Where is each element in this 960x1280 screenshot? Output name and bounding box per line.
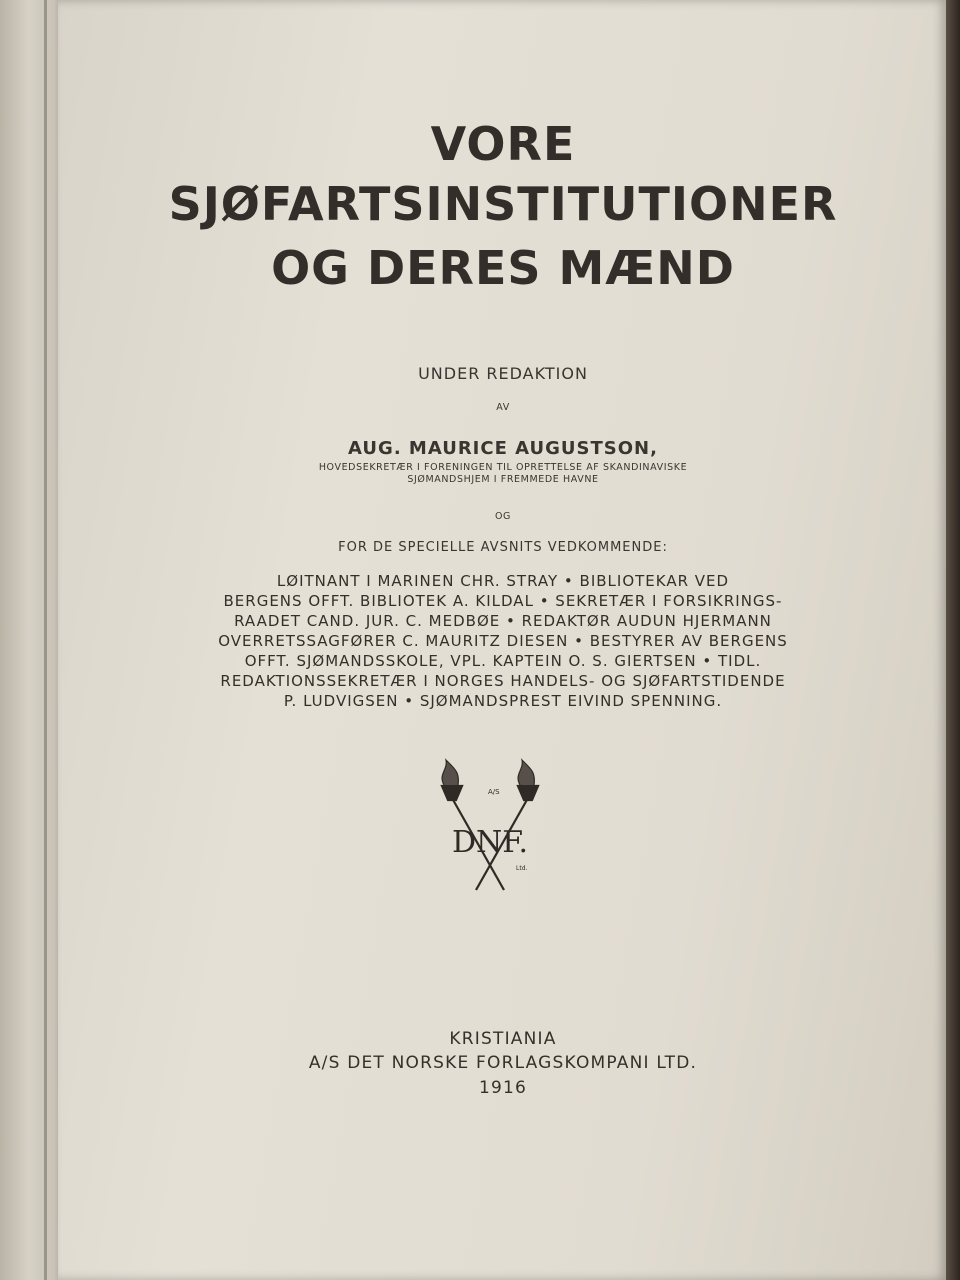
logo-ltd-mark: Ltd.: [516, 865, 528, 872]
editor-role-line-1: HOVEDSEKRETÆR I FORENINGEN TIL OPRETTELSE AF SKANDINAVISKE: [318, 462, 688, 473]
page-fold: [44, 0, 47, 1280]
editor-name: AUG. MAURICE AUGUSTSON,: [348, 438, 658, 459]
contributors-line-6: REDAKTIONSSEKRETÆR I NORGES HANDELS- OG SJØFARTSTIDENDE: [220, 672, 786, 690]
imprint-publisher: A/S DET NORSKE FORLAGSKOMPANI LTD.: [308, 1053, 698, 1073]
contributors-line-7: P. LUDVIGSEN • SJØMANDSPREST EIVIND SPENNING.: [283, 692, 723, 710]
logo-letters: DNF.: [452, 825, 528, 860]
under-redaktion: UNDER REDAKTION: [418, 364, 588, 383]
publisher-logo: [430, 758, 550, 898]
editor-role-line-2: SJØMANDSHJEM I FREMMEDE HAVNE: [407, 474, 599, 485]
contributors-line-4: OVERRETSSAGFØRER C. MAURITZ DIESEN • BESTYRER AV BERGENS: [218, 632, 788, 650]
title-line-3: OG DERES MÆND: [271, 241, 735, 295]
special-sections-label: FOR DE SPECIELLE AVSNITS VEDKOMMENDE:: [338, 540, 668, 555]
title-line-1: VORE: [430, 117, 576, 171]
book-cover-edge: [946, 0, 960, 1280]
contributors-line-2: BERGENS OFFT. BIBLIOTEK A. KILDAL • SEKRETÆR I FORSIKRINGS-: [223, 592, 783, 610]
title-line-2: SJØFARTSINSTITUTIONER: [168, 177, 838, 231]
contributors-line-3: RAADET CAND. JUR. C. MEDBØE • REDAKTØR AUDUN HJERMANN: [234, 612, 772, 630]
og-label: OG: [494, 511, 512, 522]
contributors-line-5: OFFT. SJØMANDSSKOLE, VPL. KAPTEIN O. S. GIERTSEN • TIDL.: [244, 652, 762, 670]
logo-as-mark: A/S: [488, 788, 500, 796]
contributors-line-1: LØITNANT I MARINEN CHR. STRAY • BIBLIOTEKAR VED: [276, 572, 730, 590]
imprint-year: 1916: [478, 1078, 528, 1098]
av-label: AV: [496, 402, 510, 413]
title-page: [58, 0, 948, 1280]
imprint-city: KRISTIANIA: [449, 1029, 557, 1049]
